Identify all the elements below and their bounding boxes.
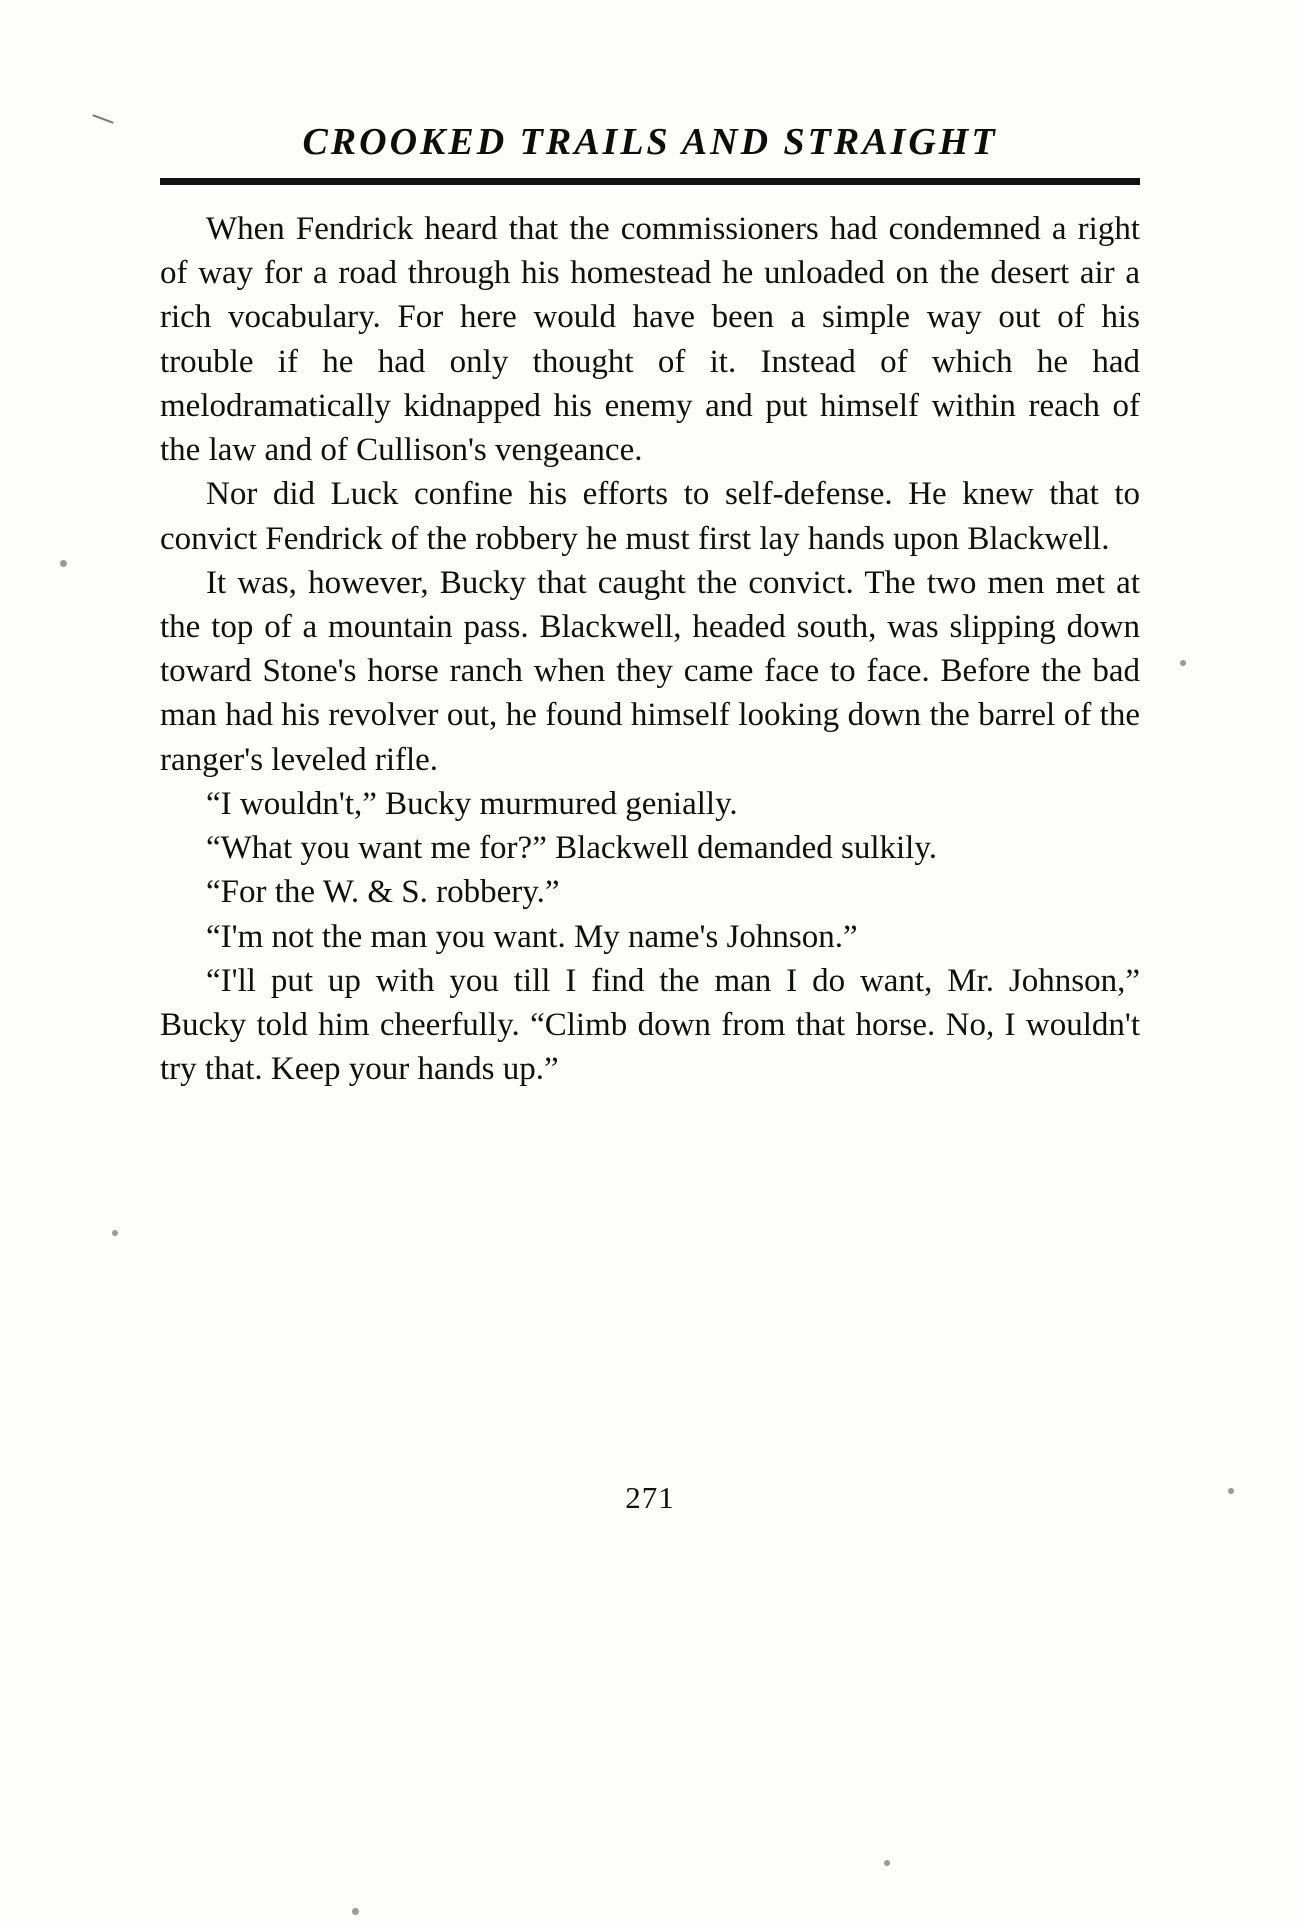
paragraph: It was, however, Bucky that caught the convict. The two men met at the top of a mountain pass. Blackwell, headed south, was slipping down toward Stone's horse ranch when they came face to face. Before the bad man had his revolver out, he found himself looking down the barrel of the ranger's leveled rifle. — [160, 564, 1140, 778]
header-rule — [160, 178, 1140, 185]
running-head: CROOKED TRAILS AND STRAIGHT — [302, 121, 998, 163]
paragraph: “I'm not the man you want. My name's Johnson.” — [206, 918, 858, 955]
paragraph: “What you want me for?” Blackwell demanded sulkily. — [206, 830, 937, 867]
page-number: 271 — [625, 1480, 675, 1515]
scan-speck — [1180, 660, 1186, 666]
scan-speck — [60, 560, 67, 567]
body-text — [160, 207, 1140, 1091]
paragraph: “I'll put up with you till I find the man I do want, Mr. Johnson,” Bucky told him cheerfully. “Climb down from that horse. No, I wouldn't try that. Keep your hands up.” — [160, 962, 1140, 1088]
paragraph: When Fendrick heard that the commissioners had condemned a right of way for a road through his homestead he unloaded on the desert air a rich vocabulary. For here would have been a simple way out of his trouble if he had only thought of it. Instead of which he had melodramatically kidnapped his enemy and put himself within reach of the law and of Cullison's vengeance. — [160, 211, 1140, 469]
scan-speck — [112, 1230, 118, 1236]
paragraph: “I wouldn't,” Bucky murmured genially. — [206, 785, 738, 822]
page-edge-mark — [92, 114, 113, 123]
paragraph: “For the W. & S. robbery.” — [206, 874, 560, 911]
scan-speck — [352, 1908, 359, 1915]
page-content — [160, 120, 1140, 1515]
scan-speck — [1228, 1488, 1234, 1494]
paragraph: Nor did Luck confine his efforts to self-defense. He knew that to convict Fendrick of the robbery he must first lay hands upon Blackwell. — [160, 476, 1140, 557]
scan-speck — [884, 1860, 890, 1866]
